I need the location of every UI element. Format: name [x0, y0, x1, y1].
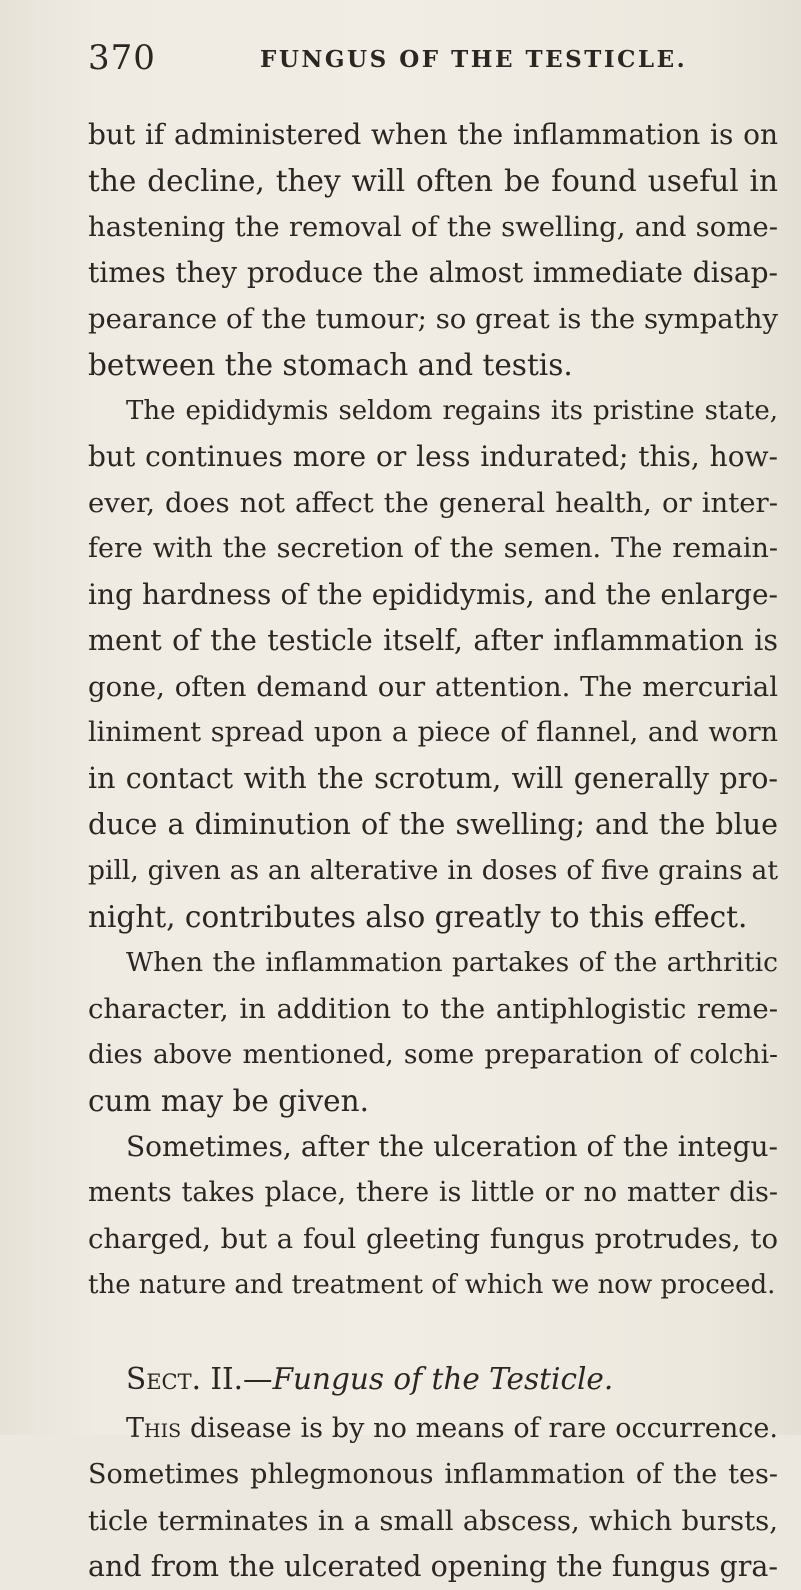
text-line: hastening the removal of the swelling, and some-	[88, 211, 778, 243]
lead-word: This	[126, 1413, 182, 1444]
text-line: When the inflammation partakes of the arthritic	[126, 947, 778, 978]
lead-line-rest: disease is by no means of rare occurrence.	[181, 1413, 778, 1444]
text-line: charged, but a foul gleeting fungus protrudes, to	[88, 1223, 778, 1255]
page-number: 370	[88, 38, 156, 78]
text-line: night, contributes also greatly to this effect.	[88, 900, 748, 934]
section-label: Sect. II.—	[126, 1362, 273, 1396]
text-line: but continues more or less indurated; this, how-	[88, 440, 778, 473]
text-line: pill, given as an alterative in doses of five grains at	[88, 855, 778, 886]
text-line: between the stomach and testis.	[88, 348, 573, 382]
text-line: in contact with the scrotum, will generally pro-	[88, 762, 778, 795]
text-line: the decline, they will often be found useful in	[88, 164, 778, 198]
section-title: Fungus of the Testicle.	[272, 1362, 614, 1396]
text-line: Sometimes phlegmonous inflammation of the tes-	[88, 1459, 778, 1490]
body-text	[88, 112, 778, 1590]
running-title: FUNGUS OF THE TESTICLE.	[260, 46, 688, 73]
text-line: ever, does not affect the general health, or inter-	[88, 487, 778, 519]
text-line: gone, often demand our attention. The mercurial	[88, 671, 778, 703]
text-line: duce a diminution of the swelling; and the blue	[88, 808, 778, 841]
text-line: times they produce the almost immediate disap-	[88, 256, 778, 289]
text-line: character, in addition to the antiphlogistic reme-	[88, 993, 778, 1025]
text-line	[88, 1406, 778, 1452]
paragraph-1	[88, 112, 778, 388]
text-line: ment of the testicle itself, after inflammation is	[88, 624, 778, 657]
paragraph-4	[88, 1124, 778, 1308]
text-line: pearance of the tumour; so great is the sympathy	[88, 303, 778, 335]
text-line: ing hardness of the epididymis, and the enlarge-	[88, 578, 778, 611]
paragraph-5	[88, 1406, 778, 1590]
text-line: The epididymis seldom regains its pristine state,	[126, 396, 778, 426]
paragraph-3	[88, 940, 778, 1124]
running-head	[88, 28, 778, 78]
section-spacer	[88, 1308, 778, 1356]
text-line: the nature and treatment of which we now proceed.	[88, 1270, 776, 1300]
text-line: and from the ulcerated opening the fungus gra-	[88, 1550, 778, 1583]
text-line: Sometimes, after the ulceration of the integu-	[126, 1130, 778, 1163]
text-line: cum may be given.	[88, 1084, 370, 1118]
text-line: fere with the secretion of the semen. The remain-	[88, 533, 778, 564]
text-line: ticle terminates in a small abscess, which bursts,	[88, 1505, 778, 1537]
paragraph-2	[88, 388, 778, 940]
text-line: but if administered when the inflammation is on	[88, 118, 778, 151]
text-line: dies above mentioned, some preparation of colchi-	[88, 1039, 778, 1070]
section-heading	[88, 1356, 778, 1402]
text-line: ments takes place, there is little or no matter dis-	[88, 1177, 778, 1208]
text-line: liniment spread upon a piece of flannel, and worn	[88, 717, 778, 748]
